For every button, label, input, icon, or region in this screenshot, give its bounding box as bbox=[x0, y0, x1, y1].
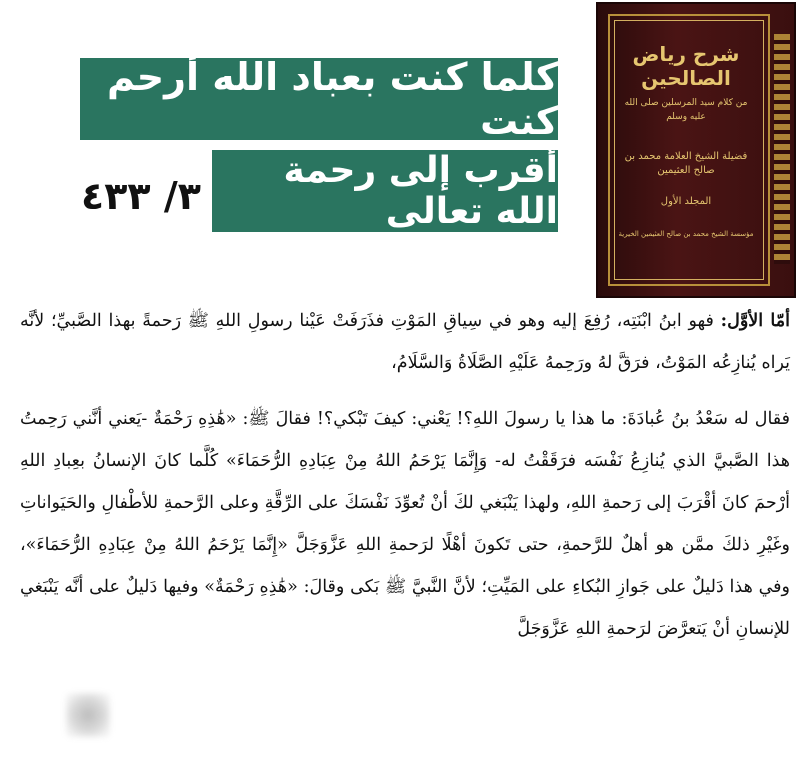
book-cover-publisher: مؤسسة الشيخ محمد بن صالح العثيمين الخيرية bbox=[618, 230, 754, 238]
book-cover-author: فضيلة الشيخ العلامة محمد بن صالح العثيمين bbox=[624, 151, 748, 176]
book-cover-image bbox=[596, 2, 796, 298]
book-page-text bbox=[20, 300, 790, 650]
paragraph-1-lead: أمّا الأوَّل: bbox=[720, 311, 790, 331]
book-cover-subtitle: من كلام سيد المرسلين صلى الله عليه وسلم bbox=[624, 98, 748, 122]
paragraph-1 bbox=[20, 300, 790, 384]
blurred-region bbox=[66, 693, 110, 737]
title-line-1 bbox=[80, 55, 558, 143]
paragraph-1-text: فهو ابنُ ابْنَتِه، رُفِعَ إليه وهو في سِياقِ المَوْتِ فذَرَفَتْ عَيْنا رسولِ اللهِ ﷺ رَحمةً بهذا الصَّبيِّ؛ لأنَّه يَراه يُنازِعُه المَوْتُ، فرَقَّ لهُ ورَحِمهُ عَلَيْهِ الصَّلَاةُ وَالسَّلَامُ، bbox=[20, 311, 790, 373]
book-cover-volume: المجلد الأول bbox=[660, 196, 712, 207]
volume-page-reference: ٣/ ٤٣٣ bbox=[81, 174, 201, 218]
paragraph-2: فقال له سَعْدُ بنُ عُبادَةَ: ما هذا يا رسولَ اللهِ؟! يَعْني: كيفَ تَبْكي؟! فقالَ ﷺ: «هَٰذِهِ رَحْمَةٌ -يَعني أنَّني رَحِمتُ هذا الصَّبيَّ الذي يُنازِعُ نَفْسَه فرَقَقْتُ له- وَإِنَّمَا يَرْحَمُ اللهُ مِنْ عِبَادِهِ الرُّحَمَاءَ» كُلَّما كانَ الإنسانُ بعِبادِ اللهِ أرْحمَ كانَ أقْرَبَ إلى رَحمةِ اللهِ، ولهذا يَنْبَغي لكَ أنْ تُعوِّدَ نَفْسَكَ على الرِّقَّةِ وعلى الرَّحمةِ للأطْفالِ والحَيَواناتِ وغَيْرِ ذلكَ ممَّن هو أهلٌ للرَّحمةِ، حتى تَكونَ أهْلًا لرَحمةِ اللهِ عَزَّوَجَلَّ «إِنَّمَا يَرْحَمُ اللهُ مِنْ عِبَادِهِ الرُّحَمَاءَ»، وفي هذا دَليلٌ على جَوازِ البُكاءِ على المَيِّتِ؛ لأنَّ النَّبيَّ ﷺ بَكى وقالَ: «هَٰذِهِ رَحْمَةٌ» وفيها دَليلٌ على أنَّه يَنْبَغي للإنسانِ أنْ يَتعرَّضَ لرَحمةِ اللهِ عَزَّوَجَلَّ bbox=[20, 409, 790, 639]
book-cover-text bbox=[618, 28, 754, 239]
book-cover-title: شرح رياض الصالحين bbox=[632, 42, 740, 90]
title-line-1-text: كلما كنت بعباد الله أرحم كنت bbox=[106, 55, 558, 143]
book-page-edges bbox=[774, 34, 790, 264]
title-line-2 bbox=[212, 150, 558, 232]
title-line-2-text: أقرب إلى رحمة الله تعالى bbox=[283, 150, 558, 232]
